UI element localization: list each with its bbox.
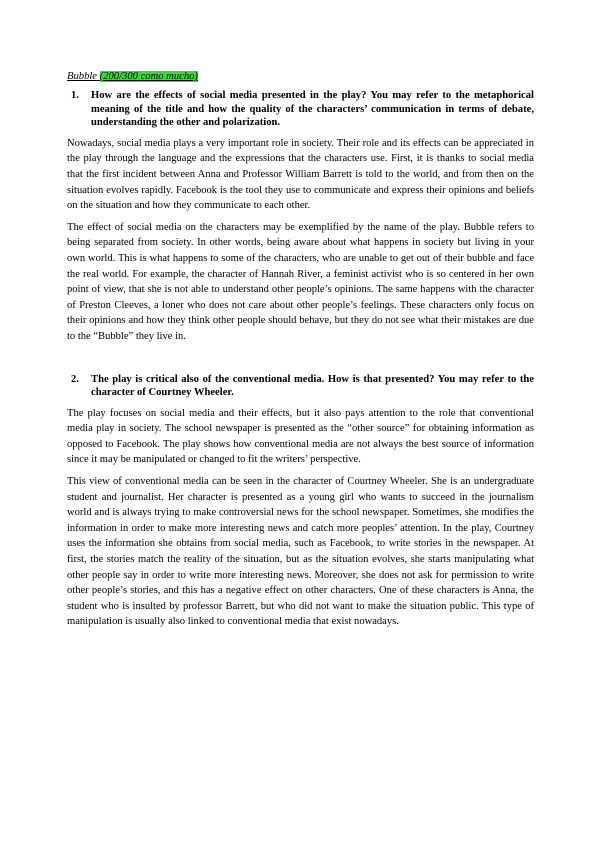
document-body	[67, 70, 534, 636]
question-text: The play is critical also of the conventional media. How is that presented? You may refer to the character of Courtney Wheeler.	[91, 373, 534, 399]
answer-paragraph: This view of conventional media can be seen in the character of Courtney Wheeler. She is an undergraduate student and journalist. Her character is presented as a young girl who wants to succeed in the journalism world and is always trying to make controversial news for the school newspaper. Sometimes, she modifies the information in order to make more interesting news and catch more peoples’ attention. In the play, Courtney uses the information she obtains from social media, such as Facebook, to write stories in the newspaper. At first, the stories match the reality of the situation, but as the situation evolves, she starts manipulating what other people say in order to write more interesting news. Moreover, she does not ask for permission to write other people’s stories, and this has a negative effect on other characters. One of these characters is Anna, the student who is insulted by professor Barrett, but who did not want to make the situation public. This type of manipulation is usually also linked to conventional media that exist nowadays.	[67, 476, 534, 628]
answer-paragraph: The effect of social media on the characters may be exemplified by the name of the play. Bubble refers to being separated from society. In other words, being aware about what happens in society but living in your own world. This is what happens to some of the characters, who are unable to get out of their bubble and face the real world. For example, the character of Hannah River, a feminist activist who is so centered in her own point of view, that she is not able to understand other people’s opinions. The same happens with the character of Preston Cleeves, a loner who does not care about other people’s feelings. These characters only focus on their opinions and how they think other people should behave, but they do not see what their mistakes are due to the “Bubble” they live in.	[67, 221, 534, 342]
question-1	[67, 89, 534, 130]
document-heading	[67, 70, 534, 84]
document-title: Bubble	[67, 71, 98, 82]
question-2	[67, 373, 534, 400]
highlighted-word-limit-note: (200/300 como mucho)	[99, 71, 198, 82]
question-text: How are the effects of social media presented in the play? You may refer to the metaphorical meaning of the title and how the quality of the characters’ communication in terms of debate, understanding the other and polarization.	[91, 90, 534, 129]
question-number: 2.	[71, 373, 79, 385]
answer-paragraph: Nowadays, social media plays a very important role in society. Their role and its effects can be appreciated in the play through the language and the expressions that the characters use. First, it is thanks to social media that the first incident between Anna and Professor William Barrett is told to the world, and from then on the situation evolves rapidly. Facebook is the tool they use to communicate and express their opinions and beliefs on the situation and how they communicate to each other.	[67, 137, 534, 212]
answer-paragraph: The play focuses on social media and their effects, but it also pays attention to the role that conventional media play in society. The school newspaper is presented as the “other source” for obtaining information as opposed to Facebook. The play shows how conventional media are not always the best source of information since it may be manipulated or changed to fit the writers’ perspective.	[67, 407, 534, 466]
question-number: 1.	[71, 90, 79, 101]
section-spacer	[67, 351, 534, 373]
